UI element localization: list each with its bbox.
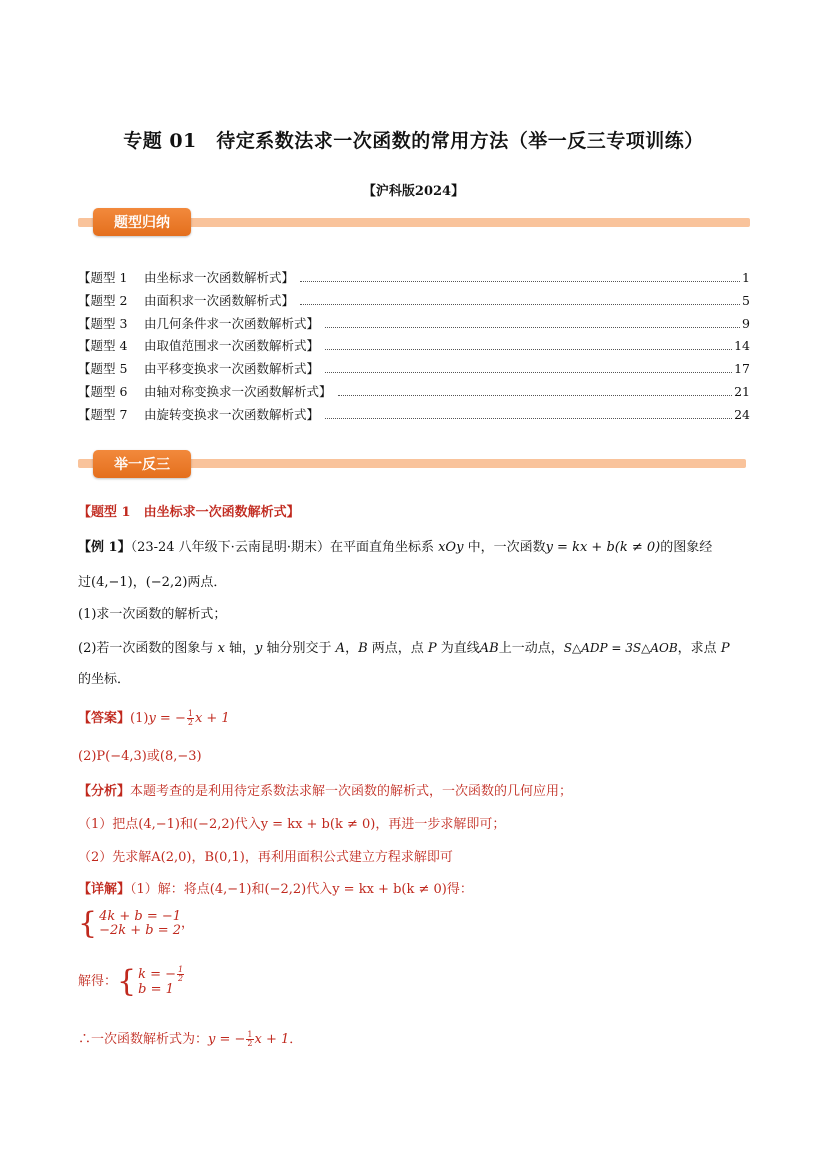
detail-label: 【详解】 <box>78 882 131 897</box>
toc-entry[interactable] <box>78 291 750 314</box>
toc-type-label: 【题型 1 <box>78 270 128 285</box>
toc-entry[interactable] <box>78 359 750 382</box>
math-x: x <box>217 641 225 656</box>
toc-entry[interactable] <box>78 382 750 405</box>
analysis-step-2: （2）先求解A(2,0)，B(0,1)，再利用面积公式建立方程求解即可 <box>78 850 453 865</box>
text: 轴， <box>224 641 256 656</box>
text: (1) <box>130 711 149 726</box>
text: 在平面直角坐标系 <box>329 540 439 555</box>
text: （1）解：将点(4,−1)和(−2,2)代入y = kx + b(k ≠ 0)得： <box>130 882 473 897</box>
math: k = − <box>138 967 177 982</box>
question-2 <box>78 638 750 659</box>
text: 本题考查的是利用待定系数法求解一次函数的解析式，一次函数的几何应用； <box>130 784 573 799</box>
example-line-2: 过(4,−1)，(−2,2)两点． <box>78 575 227 590</box>
math-p: P <box>720 641 730 656</box>
text: ． <box>289 1032 303 1047</box>
text: ∴一次函数解析式为： <box>78 1032 209 1047</box>
toc-dot-leader <box>300 281 740 282</box>
system-lines <box>99 910 181 938</box>
brace-icon: { <box>117 963 137 999</box>
math-ab: AB <box>479 641 499 656</box>
system-line <box>138 966 185 983</box>
text: 上一动点， <box>498 641 564 656</box>
fraction <box>187 710 194 727</box>
question-2-end: 的坐标． <box>78 672 131 687</box>
toc-dot-leader <box>325 327 740 328</box>
fraction-denominator: 2 <box>187 718 193 727</box>
toc-title: 由旋转变换求一次函数解析式】 <box>144 406 320 422</box>
math-area-equation: S△ADP = 3S△AOB <box>563 641 678 655</box>
text: 两点，点 <box>367 641 428 656</box>
example-source: （23-24 八年级下·云南昆明·期末） <box>130 540 330 555</box>
answer-line-2: (2)P(−4,3)或(8,−3) <box>78 749 202 764</box>
fraction <box>177 966 184 983</box>
text: ， <box>181 916 195 931</box>
text: ， <box>345 641 359 656</box>
question-1: (1)求一次函数的解析式； <box>78 607 227 622</box>
system-line: b = 1 <box>138 982 174 997</box>
system-line: −2k + b = 2 <box>99 923 182 938</box>
answer-label: 【答案】 <box>78 711 131 726</box>
toc-page-number: 21 <box>734 383 750 399</box>
toc-dot-leader <box>325 372 732 373</box>
page-title: 专题 01 待定系数法求一次函数的常用方法（举一反三专项训练） <box>123 130 704 152</box>
fraction-denominator: 2 <box>247 1039 253 1048</box>
toc-title: 由轴对称变换求一次函数解析式】 <box>144 383 332 399</box>
section-heading: 【题型 1 由坐标求一次函数解析式】 <box>78 505 300 520</box>
brace-icon: { <box>78 906 98 941</box>
toc-entry[interactable] <box>78 268 750 291</box>
toc-page-number: 1 <box>742 270 750 285</box>
toc-title: 由几何条件求一次函数解析式】 <box>144 315 320 331</box>
toc-type-label: 【题型 3 <box>78 315 128 331</box>
equation-system-2 <box>78 963 750 999</box>
analysis-label: 【分析】 <box>78 784 131 799</box>
text: ，求点 <box>677 641 721 656</box>
fraction-numerator: 1 <box>178 965 184 974</box>
toc-page-number: 9 <box>742 315 750 331</box>
toc-title: 由面积求一次函数解析式】 <box>144 292 295 308</box>
toc-page-number: 14 <box>734 338 750 354</box>
text: 为直线 <box>436 641 480 656</box>
toc-entry[interactable] <box>78 336 750 359</box>
fraction-numerator: 1 <box>187 709 193 718</box>
toc-dot-leader <box>300 304 740 305</box>
analysis-step-1: （1）把点(4,−1)和(−2,2)代入y = kx + b(k ≠ 0)，再进一步求解即可； <box>78 817 506 832</box>
toc-title: 由取值范围求一次函数解析式】 <box>144 338 320 354</box>
toc-entry[interactable] <box>78 314 750 337</box>
detail-line <box>78 880 750 900</box>
text: 中，一次函数 <box>463 540 546 555</box>
example-label: 【例 1】 <box>78 540 131 555</box>
example-line-1 <box>78 538 750 558</box>
fraction-numerator: 1 <box>247 1030 253 1039</box>
text: 轴分别交于 <box>262 641 336 656</box>
math: y = − <box>148 711 186 726</box>
system-lines <box>138 966 185 997</box>
fraction-denominator: 2 <box>178 974 184 983</box>
math-a: A <box>335 641 346 656</box>
toc-type-label: 【题型 6 <box>78 383 128 399</box>
edition-label: 【沪科版2024】 <box>362 184 465 199</box>
fraction <box>246 1031 253 1048</box>
toc-title: 由坐标求一次函数解析式】 <box>144 270 295 285</box>
equation-system-1 <box>78 906 750 941</box>
system <box>78 963 185 999</box>
toc-type-label: 【题型 7 <box>78 406 128 422</box>
toc-page-number: 17 <box>734 361 750 377</box>
toc-page-number: 5 <box>742 292 750 308</box>
answer-line-1 <box>78 709 750 729</box>
conclusion-line <box>78 1030 750 1050</box>
text: (2)若一次函数的图象与 <box>78 641 218 656</box>
toc-type-label: 【题型 5 <box>78 361 128 377</box>
math: x + 1 <box>194 711 230 726</box>
system-line: 4k + b = −1 <box>99 909 182 924</box>
toc-dot-leader <box>338 395 733 396</box>
math-b: B <box>358 641 368 656</box>
math: x + 1 <box>254 1032 290 1047</box>
solve-label: 解得： <box>78 973 118 989</box>
table-of-contents <box>78 268 750 428</box>
toc-dot-leader <box>325 349 732 350</box>
practice-tab: 举一反三 <box>93 450 191 478</box>
toc-dot-leader <box>325 418 732 419</box>
math: y = − <box>208 1032 246 1047</box>
math-func: y = kx + b(k ≠ 0) <box>545 540 661 555</box>
math-y: y <box>255 641 263 656</box>
toc-title: 由平移变换求一次函数解析式】 <box>144 361 320 377</box>
toc-type-label: 【题型 4 <box>78 338 128 354</box>
summary-tab: 题型归纳 <box>93 208 191 236</box>
analysis-line <box>78 782 750 802</box>
toc-type-label: 【题型 2 <box>78 292 128 308</box>
text: 的图象经 <box>660 540 713 555</box>
system <box>78 906 195 941</box>
toc-entry[interactable] <box>78 405 750 428</box>
math-p: P <box>427 641 437 656</box>
math-xoy: xOy <box>438 540 464 555</box>
toc-page-number: 24 <box>734 406 750 422</box>
